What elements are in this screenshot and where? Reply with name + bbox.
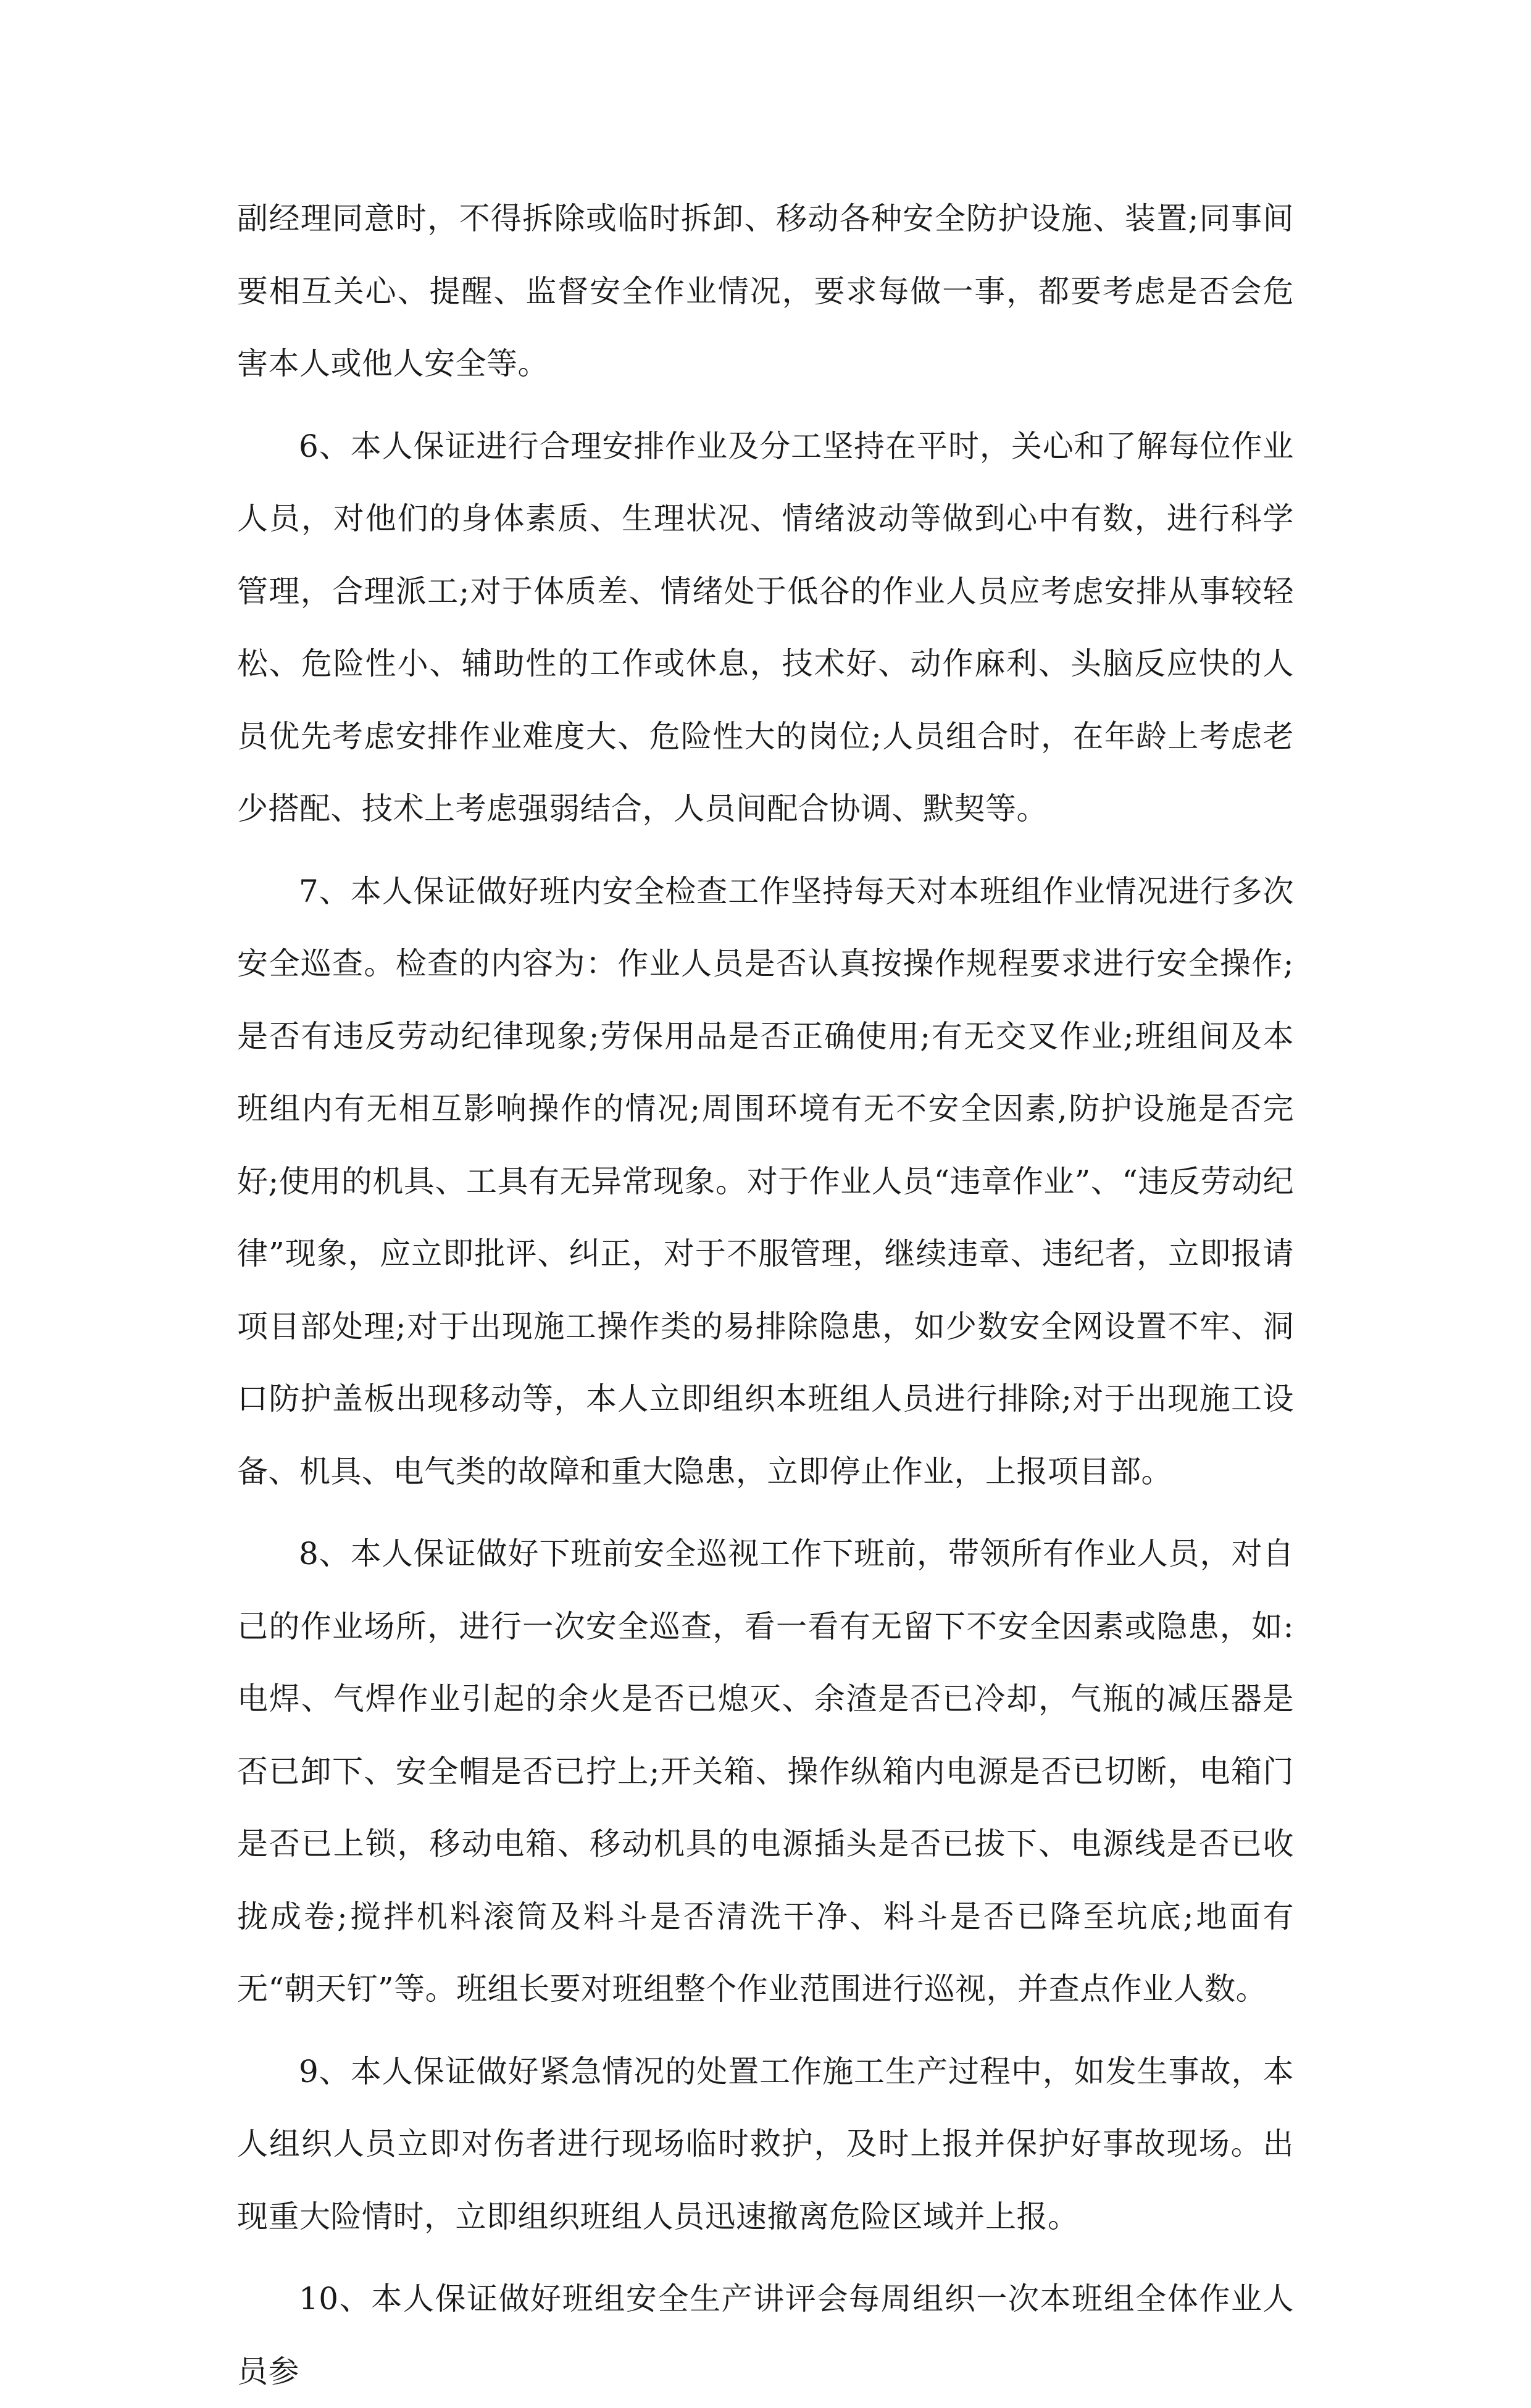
paragraph-continuation: 副经理同意时，不得拆除或临时拆卸、移动各种安全防护设施、装置;同事间要相互关心、提醒、监督安全作业情况，要求每做一事，都要考虑是否会危害本人或他人安全等。 bbox=[237, 201, 1294, 381]
paragraph-item-10: 10、本人保证做好班组安全生产讲评会每周组织一次本班组全体作业人员参 bbox=[237, 2281, 1294, 2389]
paragraph-item-9: 9、本人保证做好紧急情况的处置工作施工生产过程中，如发生事故，本人组织人员立即对伤者进行现场临时救护，及时上报并保护好事故现场。出现重大险情时，立即组织班组人员迅速撤离危险区域并上报。 bbox=[237, 2053, 1294, 2235]
paragraph-item-6: 6、本人保证进行合理安排作业及分工坚持在平时，关心和了解每位作业人员，对他们的身体素质、生理状况、情绪波动等做到心中有数，进行科学管理，合理派工;对于体质差、情绪处于低谷的作业人员应考虑安排从事较轻松、危险性小、辅助性的工作或休息，技术好、动作麻利、头脑反应快的人员优先考虑安排作业难度大、危险性大的岗位;人员组合时，在年龄上考虑老少搭配、技术上考虑强弱结合，人员间配合协调、默契等。 bbox=[237, 428, 1294, 827]
paragraph-item-7: 7、本人保证做好班内安全检查工作坚持每天对本班组作业情况进行多次安全巡查。检查的内容为：作业人员是否认真按操作规程要求进行安全操作;是否有违反劳动纪律现象;劳保用品是否正确使用;有无交叉作业;班组间及本班组内有无相互影响操作的情况;周围环境有无不安全因素,防护设施是否完好;使用的机具、工具有无异常现象。对于作业人员“违章作业”、“违反劳动纪律”现象，应立即批评、纠正，对于不服管理，继续违章、违纪者，立即报请项目部处理;对于出现施工操作类的易排除隐患，如少数安全网设置不牢、洞口防护盖板出现移动等，本人立即组织本班组人员进行排除;对于出现施工设备、机具、电气类的故障和重大隐患，立即停止作业，上报项目部。 bbox=[237, 873, 1294, 1489]
document-body bbox=[237, 183, 1294, 2408]
paragraph-item-8: 8、本人保证做好下班前安全巡视工作下班前，带领所有作业人员，对自己的作业场所，进行一次安全巡查，看一看有无留下不安全因素或隐患，如:电焊、气焊作业引起的余火是否已熄灭、余渣是否已冷却，气瓶的减压器是否已卸下、安全帽是否已拧上;开关箱、操作纵箱内电源是否已切断，电箱门是否已上锁，移动电箱、移动机具的电源插头是否已拔下、电源线是否已收拢成卷;搅拌机料滚筒及料斗是否清洗干净、料斗是否已降至坑底;地面有无“朝天钉”等。班组长要对班组整个作业范围进行巡视，并查点作业人数。 bbox=[237, 1536, 1294, 2007]
